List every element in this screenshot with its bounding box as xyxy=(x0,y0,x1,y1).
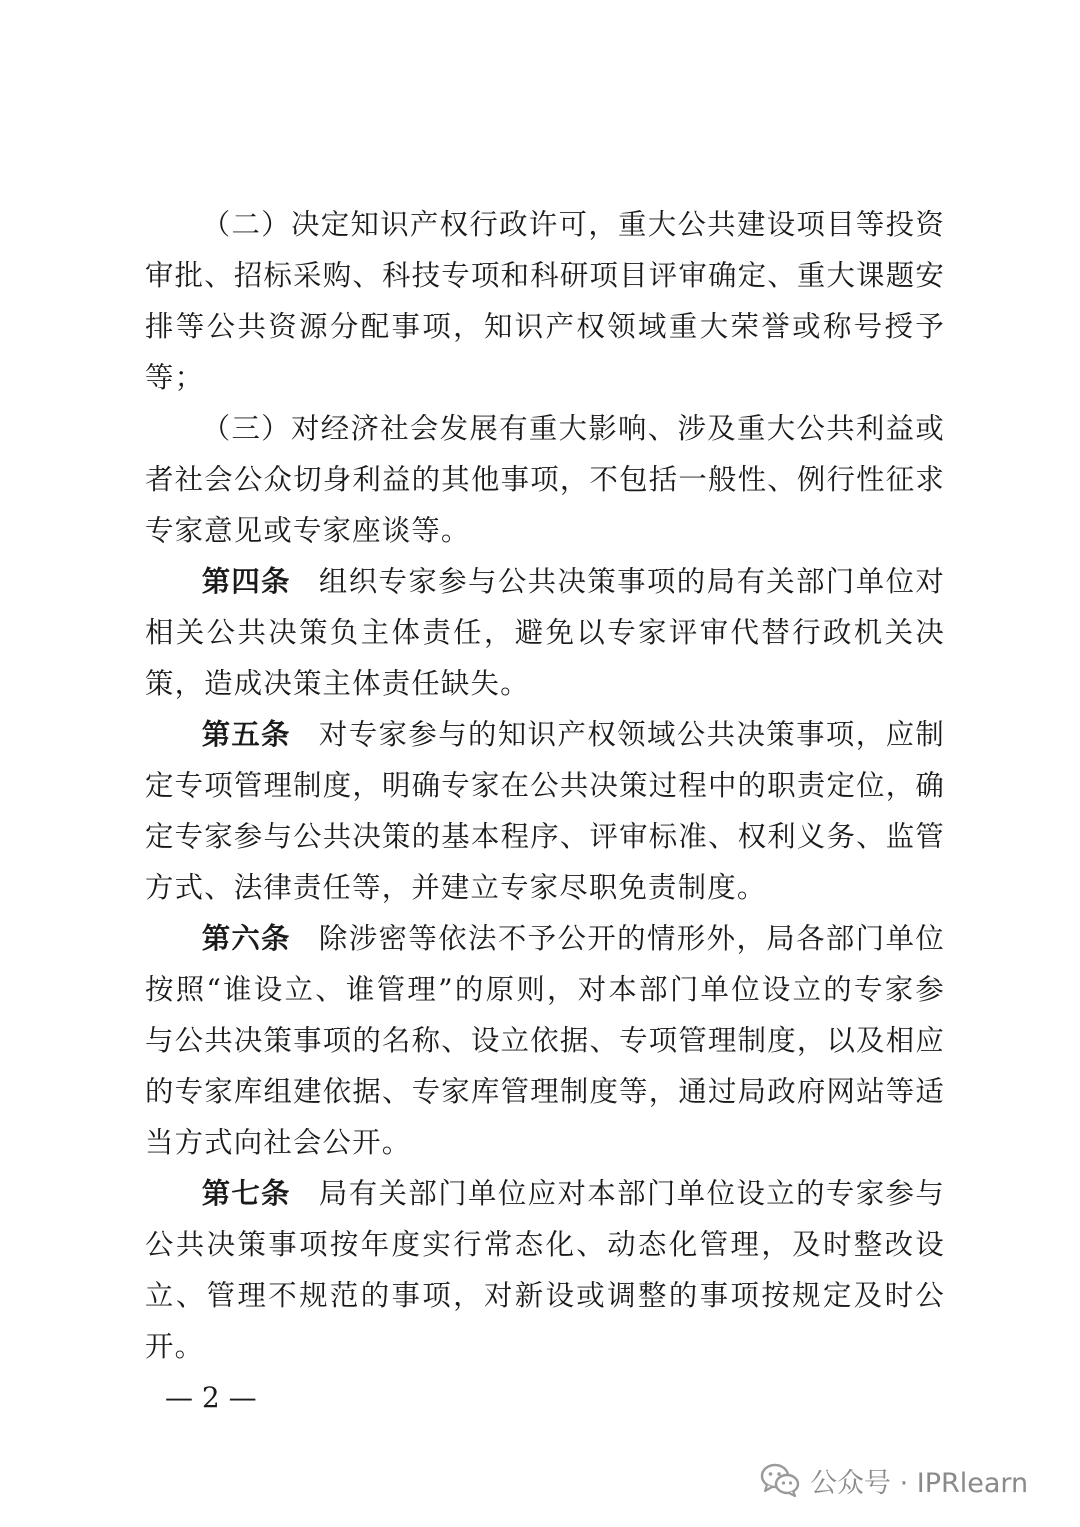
article-4 xyxy=(145,556,945,709)
article-text: 局有关部门单位应对本部门单位设立的专家参与公共决策事项按年度实行常态化、动态化管理，及时整改设立、管理不规范的事项，对新设或调整的事项按规定及时公开。 xyxy=(145,1177,945,1363)
document-body xyxy=(145,199,945,1372)
watermark-text: 公众号 · IPRlearn xyxy=(810,1467,1029,1499)
article-6 xyxy=(145,913,945,1168)
article-text: 除涉密等依法不予公开的情形外，局各部门单位按照“谁设立、谁管理”的原则，对本部门单位设立的专家参与公共决策事项的名称、设立依据、专项管理制度，以及相应的专家库组建依据、专家库管理制度等，通过局政府网站等适当方式向社会公开。 xyxy=(145,922,945,1159)
article-7 xyxy=(145,1168,945,1372)
article-label: 第五条 xyxy=(201,718,291,751)
paragraph-text: （二）决定知识产权行政许可，重大公共建设项目等投资审批、招标采购、科技专项和科研项目评审确定、重大课题安排等公共资源分配事项，知识产权领域重大荣誉或称号授予等； xyxy=(145,208,945,394)
article-label: 第四条 xyxy=(201,565,291,598)
watermark xyxy=(760,1455,1028,1505)
article-5 xyxy=(145,709,945,913)
paragraph-text: （三）对经济社会发展有重大影响、涉及重大公共利益或者社会公众切身利益的其他事项，不包括一般性、例行性征求专家意见或专家座谈等。 xyxy=(145,412,945,547)
article-text: 组织专家参与公共决策事项的局有关部门单位对相关公共决策负主体责任，避免以专家评审代替行政机关决策，造成决策主体责任缺失。 xyxy=(145,565,945,700)
wechat-icon xyxy=(760,1462,800,1498)
article-label: 第七条 xyxy=(201,1177,291,1210)
page-number: — 2 — xyxy=(165,1381,257,1414)
paragraph-item-3 xyxy=(145,403,945,556)
article-text: 对专家参与的知识产权领域公共决策事项，应制定专项管理制度，明确专家在公共决策过程中的职责定位，确定专家参与公共决策的基本程序、评审标准、权利义务、监管方式、法律责任等，并建立专家尽职免责制度。 xyxy=(145,718,945,904)
paragraph-item-2 xyxy=(145,199,945,403)
article-label: 第六条 xyxy=(201,922,291,955)
